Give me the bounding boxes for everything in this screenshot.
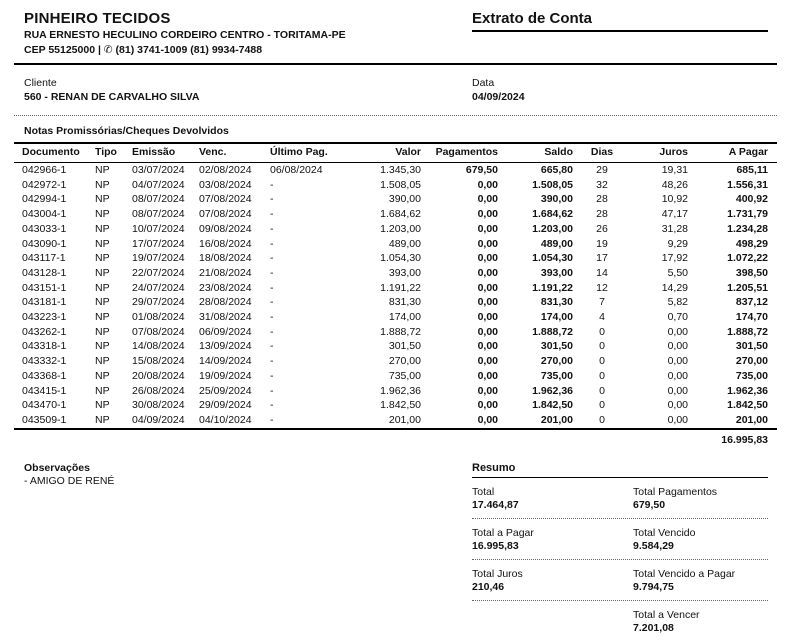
table-cell: NP	[95, 266, 110, 279]
table-cell: 043004-1	[22, 208, 67, 221]
table-cell: 270,00	[540, 355, 573, 368]
table-cell: 0,00	[477, 369, 498, 382]
table-cell: 043181-1	[22, 296, 67, 309]
table-cell: 19,31	[661, 164, 688, 176]
table-cell: 1.203,00	[380, 222, 421, 235]
table-cell: 1.054,30	[380, 252, 421, 265]
table-cell: 1.684,62	[380, 208, 421, 221]
dotted-divider	[14, 115, 777, 116]
table-cell: -	[270, 355, 274, 368]
table-row	[14, 281, 777, 296]
table-cell: 31/08/2024	[199, 311, 252, 324]
table-cell: 47,17	[661, 208, 688, 221]
table-cell: 043128-1	[22, 266, 67, 279]
table-cell: 831,30	[388, 296, 421, 309]
table-cell: 043470-1	[22, 399, 67, 412]
table-cell: 1.842,50	[727, 399, 768, 412]
column-header: Tipo	[87, 143, 124, 163]
table-cell: 1.054,30	[532, 252, 573, 265]
summary-item-value: 210,46	[472, 580, 505, 593]
table-cell: 201,00	[735, 413, 768, 426]
table-cell: 0,00	[477, 178, 498, 191]
table-cell: 174,00	[540, 311, 573, 324]
summary-item-label: Total Pagamentos	[633, 485, 718, 498]
table-cell: 1.962,36	[380, 384, 421, 397]
table-cell: -	[270, 413, 274, 426]
table-cell: 201,00	[388, 413, 421, 426]
table-cell: -	[270, 178, 274, 191]
table-cell: 042994-1	[22, 193, 67, 206]
title-block	[472, 10, 777, 32]
date-field	[472, 77, 777, 104]
table-cell: 14/08/2024	[132, 340, 185, 353]
table-cell: NP	[95, 193, 110, 206]
table-cell: 0,00	[667, 399, 688, 412]
summary-item-label: Total Vencido a Pagar	[633, 567, 736, 580]
table-cell: 03/07/2024	[132, 164, 185, 176]
table-cell: 1.556,31	[727, 178, 768, 191]
table-cell: 0,00	[477, 266, 498, 279]
table-cell: -	[270, 237, 274, 250]
table-cell: 665,80	[540, 164, 573, 176]
table-cell: 0,70	[667, 311, 688, 324]
table-cell: 498,29	[735, 237, 768, 250]
table-cell: 23/08/2024	[199, 281, 252, 294]
summary-item-label: Total a Vencer	[633, 608, 700, 621]
table-cell: 0,00	[667, 355, 688, 368]
table-cell: 0,00	[477, 296, 498, 309]
summary-item	[472, 527, 633, 553]
table-cell: NP	[95, 237, 110, 250]
client-value: 560 - RENAN DE CARVALHO SILVA	[24, 91, 200, 103]
column-header: A Pagar	[688, 143, 777, 163]
table-cell: 0,00	[477, 325, 498, 338]
table-cell: NP	[95, 340, 110, 353]
table-cell: 14,29	[661, 281, 688, 294]
table-cell: 7	[599, 296, 605, 309]
company-name: PINHEIRO TECIDOS	[24, 10, 171, 27]
table-cell: 24/07/2024	[132, 281, 185, 294]
table-cell: 174,00	[388, 311, 421, 324]
summary-item-value: 16.995,83	[472, 539, 519, 552]
table-cell: 26/08/2024	[132, 384, 185, 397]
table-cell: 19/07/2024	[132, 252, 185, 265]
table-cell: 043368-1	[22, 369, 67, 382]
table-cell: 1.191,22	[380, 281, 421, 294]
table-cell: 301,50	[540, 340, 573, 353]
table-cell: 042972-1	[22, 178, 67, 191]
table-cell: NP	[95, 325, 110, 338]
table-cell: NP	[95, 296, 110, 309]
table-cell: 1.888,72	[380, 325, 421, 338]
table-cell: 08/07/2024	[132, 208, 185, 221]
summary-item	[633, 527, 768, 553]
table-cell: 5,50	[667, 266, 688, 279]
table-cell: 1.842,50	[532, 399, 573, 412]
bottom-section	[14, 462, 777, 641]
summary-row	[472, 519, 768, 560]
table-cell: 043332-1	[22, 355, 67, 368]
table-cell: 1.888,72	[532, 325, 573, 338]
summary-block	[472, 462, 777, 641]
column-header: Último Pag.	[262, 143, 347, 163]
table-body	[14, 163, 777, 429]
summary-item-label: Total	[472, 485, 495, 498]
notes-table	[14, 142, 777, 430]
table-cell: 043415-1	[22, 384, 67, 397]
table-cell: 0	[599, 384, 605, 397]
summary-item-empty	[472, 609, 633, 635]
summary-item-label: Total a Pagar	[472, 526, 534, 539]
date-label: Data	[472, 77, 495, 89]
table-cell: 21/08/2024	[199, 266, 252, 279]
table-cell: NP	[95, 413, 110, 426]
table-cell: NP	[95, 222, 110, 235]
table-cell: 1.072,22	[727, 252, 768, 265]
table-row	[14, 163, 777, 178]
table-cell: 0,00	[477, 340, 498, 353]
table-cell: 20/08/2024	[132, 369, 185, 382]
table-cell: 043262-1	[22, 325, 67, 338]
table-cell: 0	[599, 369, 605, 382]
column-header: Documento	[14, 143, 87, 163]
table-cell: 17/07/2024	[132, 237, 185, 250]
table-cell: 390,00	[540, 193, 573, 206]
table-cell: 01/08/2024	[132, 311, 185, 324]
table-cell: 0,00	[667, 325, 688, 338]
table-cell: 0,00	[477, 281, 498, 294]
table-cell: 17	[596, 252, 608, 265]
table-cell: 1.842,50	[380, 399, 421, 412]
table-cell: 0,00	[667, 340, 688, 353]
table-cell: 31,28	[661, 222, 688, 235]
table-cell: NP	[95, 355, 110, 368]
table-cell: 1.508,05	[532, 178, 573, 191]
observations-text: - AMIGO DE RENÉ	[24, 474, 115, 487]
table-cell: 398,50	[735, 266, 768, 279]
table-cell: 0,00	[477, 193, 498, 206]
table-row	[14, 413, 777, 429]
table-cell: 04/10/2024	[199, 413, 252, 426]
page-title: Extrato de Conta	[472, 10, 768, 32]
summary-item-value: 7.201,08	[633, 621, 674, 634]
table-cell: 17,92	[661, 252, 688, 265]
table-cell: 735,00	[735, 369, 768, 382]
table-cell: 270,00	[388, 355, 421, 368]
table-cell: 07/08/2024	[199, 208, 252, 221]
table-row	[14, 339, 777, 354]
table-cell: 28/08/2024	[199, 296, 252, 309]
table-cell: 043117-1	[22, 252, 66, 265]
table-row	[14, 222, 777, 237]
table-cell: 14/09/2024	[199, 355, 252, 368]
table-cell: 735,00	[540, 369, 573, 382]
table-cell: NP	[95, 178, 110, 191]
table-cell: 1.962,36	[532, 384, 573, 397]
table-cell: 0,00	[477, 399, 498, 412]
table-cell: 22/07/2024	[132, 266, 185, 279]
table-cell: 0,00	[667, 413, 688, 426]
summary-row	[472, 601, 768, 641]
summary-rows	[472, 478, 768, 641]
table-cell: -	[270, 399, 274, 412]
column-header: Valor	[347, 143, 421, 163]
table-cell: 1.508,05	[380, 178, 421, 191]
table-cell: 043509-1	[22, 413, 67, 426]
summary-title: Resumo	[472, 462, 768, 478]
table-cell: 07/08/2024	[199, 193, 252, 206]
table-cell: 301,50	[388, 340, 421, 353]
table-cell: 26	[596, 222, 608, 235]
table-cell: 0	[599, 355, 605, 368]
table-cell: 10,92	[661, 193, 688, 206]
company-address: RUA ERNESTO HECULINO CORDEIRO CENTRO - TORITAMA-PE	[24, 29, 346, 41]
summary-item	[472, 486, 633, 512]
table-cell: NP	[95, 369, 110, 382]
summary-row	[472, 560, 768, 601]
table-cell: 043090-1	[22, 237, 67, 250]
table-cell: 0,00	[477, 311, 498, 324]
table-header-row	[14, 143, 777, 163]
table-cell: 16/08/2024	[199, 237, 252, 250]
observations-title: Observações	[24, 461, 90, 474]
table-cell: 0	[599, 340, 605, 353]
table-cell: -	[270, 193, 274, 206]
client-date-row	[14, 77, 777, 104]
table-cell: 831,30	[540, 296, 573, 309]
table-cell: 0,00	[477, 252, 498, 265]
table-cell: -	[270, 208, 274, 221]
table-cell: 174,70	[735, 311, 768, 324]
table-row	[14, 384, 777, 399]
table-cell: NP	[95, 384, 110, 397]
column-header: Emissão	[124, 143, 191, 163]
table-cell: 1.203,00	[532, 222, 573, 235]
table-row	[14, 325, 777, 340]
table-row	[14, 266, 777, 281]
table-cell: 0,00	[477, 384, 498, 397]
header-divider	[14, 63, 777, 65]
table-cell: -	[270, 369, 274, 382]
table-cell: 15/08/2024	[132, 355, 185, 368]
summary-item-label: Total Juros	[472, 567, 523, 580]
table-cell: 0,00	[667, 369, 688, 382]
table-cell: 29/09/2024	[199, 399, 252, 412]
table-row	[14, 354, 777, 369]
table-cell: NP	[95, 252, 110, 265]
table-cell: 301,50	[735, 340, 768, 353]
page-header	[14, 10, 777, 57]
client-field	[14, 77, 472, 104]
table-cell: 4	[599, 311, 605, 324]
table-cell: NP	[95, 311, 110, 324]
summary-item-value: 9.584,29	[633, 539, 674, 552]
table-cell: 19/09/2024	[199, 369, 252, 382]
table-cell: 1.962,36	[727, 384, 768, 397]
table-cell: 48,26	[661, 178, 688, 191]
table-cell: 043223-1	[22, 311, 67, 324]
table-cell: 1.191,22	[532, 281, 573, 294]
table-cell: 13/09/2024	[199, 340, 252, 353]
table-cell: 0,00	[477, 355, 498, 368]
table-cell: 400,92	[735, 193, 768, 206]
table-row	[14, 310, 777, 325]
table-cell: 10/07/2024	[132, 222, 185, 235]
column-header: Venc.	[191, 143, 262, 163]
table-cell: 1.205,51	[727, 281, 768, 294]
table-cell: 18/08/2024	[199, 252, 252, 265]
table-cell: 270,00	[735, 355, 768, 368]
table-cell: 390,00	[388, 193, 421, 206]
table-cell: 0,00	[477, 222, 498, 235]
table-cell: 0,00	[477, 237, 498, 250]
table-cell: 201,00	[540, 413, 573, 426]
table-cell: -	[270, 384, 274, 397]
table-cell: NP	[95, 164, 110, 176]
table-cell: 042966-1	[22, 164, 67, 176]
table-cell: -	[270, 222, 274, 235]
table-row	[14, 251, 777, 266]
observations-block	[14, 462, 472, 641]
table-cell: -	[270, 266, 274, 279]
table-cell: 043318-1	[22, 340, 67, 353]
table-cell: 1.888,72	[727, 325, 768, 338]
table-cell: 489,00	[540, 237, 573, 250]
column-header: Juros	[631, 143, 688, 163]
summary-item	[633, 486, 768, 512]
table-row	[14, 237, 777, 252]
summary-item	[472, 568, 633, 594]
summary-row	[472, 478, 768, 519]
table-cell: -	[270, 252, 274, 265]
table-section-title: Notas Promissórias/Cheques Devolvidos	[24, 125, 229, 137]
column-header: Pagamentos	[421, 143, 498, 163]
table-row	[14, 369, 777, 384]
client-label: Cliente	[24, 77, 57, 89]
summary-item-value: 679,50	[633, 498, 666, 511]
table-cell: 1.234,28	[727, 222, 768, 235]
table-row	[14, 398, 777, 413]
table-cell: 06/09/2024	[199, 325, 252, 338]
table-cell: 1.345,30	[380, 164, 421, 176]
summary-item-value: 17.464,87	[472, 498, 519, 511]
column-header: Dias	[573, 143, 631, 163]
table-cell: 0,00	[477, 413, 498, 426]
table-cell: 0	[599, 413, 605, 426]
table-cell: 393,00	[388, 266, 421, 279]
table-cell: 32	[596, 178, 608, 191]
table-cell: 02/08/2024	[199, 164, 252, 176]
table-cell: 393,00	[540, 266, 573, 279]
table-cell: 29	[596, 164, 608, 176]
table-cell: 04/07/2024	[132, 178, 185, 191]
table-row	[14, 192, 777, 207]
table-cell: -	[270, 311, 274, 324]
summary-item-label: Total Vencido	[633, 526, 696, 539]
table-cell: 489,00	[388, 237, 421, 250]
date-value: 04/09/2024	[472, 91, 525, 103]
table-cell: 0	[599, 325, 605, 338]
table-cell: 1.684,62	[532, 208, 573, 221]
table-row	[14, 295, 777, 310]
grand-total: 16.995,83	[721, 433, 768, 446]
table-cell: NP	[95, 208, 110, 221]
company-block	[14, 10, 472, 57]
table-cell: -	[270, 325, 274, 338]
table-cell: 12	[596, 281, 608, 294]
table-cell: NP	[95, 399, 110, 412]
column-header: Saldo	[498, 143, 573, 163]
table-cell: 043151-1	[22, 281, 67, 294]
table-cell: 837,12	[735, 296, 768, 309]
table-cell: 0	[599, 399, 605, 412]
table-cell: 0,00	[477, 208, 498, 221]
table-cell: 06/08/2024	[270, 164, 323, 176]
summary-item	[633, 568, 768, 594]
summary-item-value: 9.794,75	[633, 580, 674, 593]
table-cell: 08/07/2024	[132, 193, 185, 206]
table-row	[14, 207, 777, 222]
table-cell: 25/09/2024	[199, 384, 252, 397]
summary-item	[633, 609, 768, 635]
table-cell: 09/08/2024	[199, 222, 252, 235]
table-cell: 1.731,79	[727, 208, 768, 221]
table-cell: NP	[95, 281, 110, 294]
table-cell: 04/09/2024	[132, 413, 185, 426]
table-cell: 0,00	[667, 384, 688, 397]
table-cell: 735,00	[388, 369, 421, 382]
table-cell: 30/08/2024	[132, 399, 185, 412]
company-cep-phone: CEP 55125000 | ✆ (81) 3741-1009 (81) 9934-7488	[24, 44, 263, 56]
table-cell: 9,29	[667, 237, 688, 250]
table-cell: 19	[596, 237, 608, 250]
table-cell: 043033-1	[22, 222, 67, 235]
table-cell: 29/07/2024	[132, 296, 185, 309]
table-cell: 5,82	[667, 296, 688, 309]
table-cell: 14	[596, 266, 608, 279]
table-cell: 679,50	[465, 164, 498, 176]
table-row	[14, 178, 777, 193]
table-cell: -	[270, 296, 274, 309]
table-cell: 685,11	[736, 164, 768, 176]
table-cell: 03/08/2024	[199, 178, 252, 191]
table-cell: 28	[596, 208, 608, 221]
table-cell: -	[270, 340, 274, 353]
table-cell: 28	[596, 193, 608, 206]
table-cell: -	[270, 281, 274, 294]
table-cell: 07/08/2024	[132, 325, 185, 338]
